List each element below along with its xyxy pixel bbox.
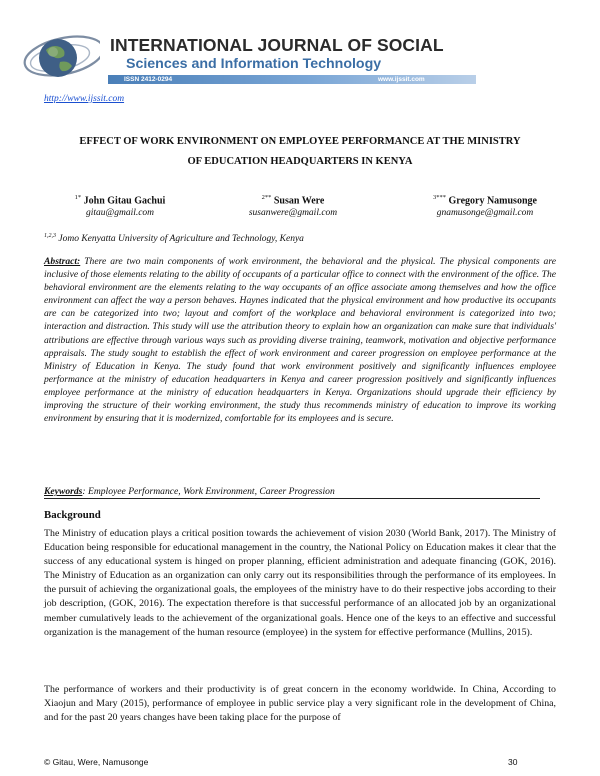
abstract-label: Abstract: bbox=[44, 256, 81, 267]
section-heading: Background bbox=[44, 509, 101, 521]
journal-url-link[interactable]: http://www.ijssit.com bbox=[44, 94, 125, 104]
author-name: $^{1*}$ John Gitau Gachui bbox=[74, 194, 166, 207]
author-name: $^{2**}$ Susan Were bbox=[261, 194, 325, 207]
body-paragraph-1: The Ministry of education plays a critical position towards the achievement of vision 2030 (World Bank, 2017). The Ministry of Education being responsible for educational management in the country, the National Policy on Education makes it clear that the success of any educational system is hinged on proper planning, efficient administration and adequate financing (GOK, 2016). The Ministry of Education as an organization can only carry out its responsibilities through the performance of its employees. In the pursuit of achieving the organizational goals, the employees of the ministry have to do their respective jobs according to their job description, (GOK, 2016). The expectation therefore is that successful performance of an allocated job by an organizational member cumulatively leads to the achievement of the organizational goals. Hence one of the keys to an effective and successful organization is the management of the human resource (employee) in the system for effective performance (Mullins, 2015). bbox=[44, 528, 556, 638]
author-email: gitau@gmail.com bbox=[85, 208, 155, 219]
journal-subtitle: Sciences and Information Technology bbox=[126, 56, 382, 72]
keywords-label: Keywords bbox=[44, 486, 83, 497]
keywords bbox=[44, 486, 540, 499]
author-1 bbox=[50, 194, 190, 218]
abstract bbox=[44, 255, 556, 425]
article-title-line-1: EFFECT OF WORK ENVIRONMENT ON EMPLOYEE PERFORMANCE AT THE MINISTRY bbox=[79, 136, 521, 147]
author-email: gnamusonge@gmail.com bbox=[436, 208, 534, 219]
journal-title: INTERNATIONAL JOURNAL OF SOCIAL bbox=[110, 35, 444, 55]
affiliation: $^{1,2,3}$ Jomo Kenyatta University of Agriculture and Technology, Kenya bbox=[44, 233, 304, 245]
globe-logo-icon bbox=[20, 26, 100, 86]
author-email: susanwere@gmail.com bbox=[248, 208, 338, 219]
body-paragraph-2: The performance of workers and their productivity is of great concern in the economy worldwide. In China, According to Xiaojun and Mary (2015), performance of employee in public service play a very significant role in the development of China, and for the past 20 years changes have been taking place for the purpose of bbox=[44, 684, 556, 724]
journal-website: www.ijssit.com bbox=[378, 76, 425, 83]
author-2 bbox=[228, 194, 358, 218]
journal-masthead bbox=[20, 22, 490, 88]
journal-issn: ISSN 2412-0294 bbox=[124, 76, 173, 83]
article-title-line-2: OF EDUCATION HEADQUARTERS IN KENYA bbox=[187, 156, 413, 167]
keywords-text: : Employee Performance, Work Environment, Career Progression bbox=[82, 486, 335, 497]
footer-copyright: © Gitau, Were, Namusonge bbox=[44, 757, 149, 767]
author-3 bbox=[410, 194, 560, 218]
abstract-text: There are two main components of work environment, the behavioral and the physical. The physical components are inclusive of those elements relating to the ability of occupants of a particular office to connect with the environment of the office. The behavioral environment are the elements relating to the way occupants of an office associate among themselves and how the office environment can affect the way a person behaves. Haynes indicated that the physical environment and how productive its occupants are can be categorized into two; layout and comfort of the workplace and behavioral environment is categorized into two; interaction and distraction. This study will use the attribution theory to explain how an organization can make sure that individuals' attributions are effective through various ways such as providing diverse training, teamwork, motivation and objective performance appraisals. The study sought to establish the effect of work environment and career progression on employee performance at the Ministry of Education in Kenya. The study found that work environment positively and significantly influences employee performance at the ministry of education headquarters in Kenya and career progression positively and significantly influences employee performance at the ministry of education headquarters in Kenya. Organizations should upgrade their efficiency by improving the structure of their working environment, the study thus recommends ministry of education to improve its working environment by ensuring that it is modernized, comfortable for its employees and is secure. bbox=[44, 256, 556, 425]
page-number: 30 bbox=[508, 757, 518, 767]
author-name: $^{3***}$ Gregory Namusonge bbox=[433, 194, 537, 207]
